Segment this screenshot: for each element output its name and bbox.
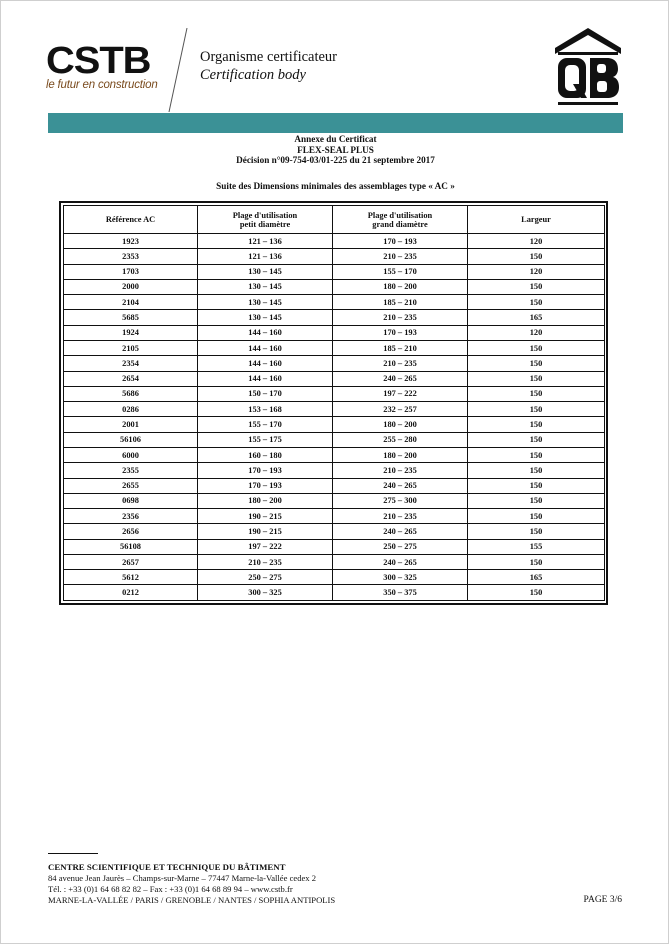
- cell-large-diameter: 275 – 300: [333, 493, 468, 508]
- cell-width: 150: [468, 585, 605, 601]
- cell-width: 165: [468, 310, 605, 325]
- cell-large-diameter: 185 – 210: [333, 295, 468, 310]
- cell-large-diameter: 250 – 275: [333, 539, 468, 554]
- page-number: PAGE 3/6: [583, 895, 622, 905]
- cell-reference: 56106: [64, 432, 198, 447]
- cell-reference: 2657: [64, 554, 198, 569]
- cell-small-diameter: 153 – 168: [198, 402, 333, 417]
- cell-reference: 2354: [64, 356, 198, 371]
- dimensions-table-frame: [59, 201, 608, 605]
- table-row: [64, 402, 605, 417]
- cell-large-diameter: 240 – 265: [333, 554, 468, 569]
- cell-width: 150: [468, 371, 605, 386]
- divider-slash: [168, 28, 188, 112]
- table-row: [64, 356, 605, 371]
- cell-small-diameter: 144 – 160: [198, 356, 333, 371]
- table-subtitle: Suite des Dimensions minimales des assemblages type « AC »: [216, 181, 455, 191]
- dimensions-table: [63, 205, 605, 601]
- table-row: [64, 585, 605, 601]
- cell-reference: 2353: [64, 249, 198, 264]
- annex-line-3: Décision n°09-754-03/01-225 du 21 septembre 2017: [236, 155, 435, 165]
- footer: [48, 862, 335, 906]
- header-large-diameter: Plage d'utilisation grand diamètre: [333, 206, 468, 234]
- cell-small-diameter: 130 – 145: [198, 264, 333, 279]
- cell-small-diameter: 180 – 200: [198, 493, 333, 508]
- cell-width: 150: [468, 279, 605, 294]
- cell-large-diameter: 255 – 280: [333, 432, 468, 447]
- cell-large-diameter: 210 – 235: [333, 249, 468, 264]
- cell-width: 150: [468, 295, 605, 310]
- cell-width: 150: [468, 509, 605, 524]
- cell-small-diameter: 144 – 160: [198, 325, 333, 340]
- cell-width: 120: [468, 264, 605, 279]
- header-width: Largeur: [468, 206, 605, 234]
- logo-text: CSTB: [46, 40, 151, 82]
- annex-line-1: Annexe du Certificat: [294, 134, 377, 144]
- cell-large-diameter: 300 – 325: [333, 570, 468, 585]
- cell-large-diameter: 210 – 235: [333, 463, 468, 478]
- cell-reference: 1923: [64, 234, 198, 249]
- cell-small-diameter: 190 – 215: [198, 509, 333, 524]
- footer-rule: [48, 853, 98, 854]
- footer-contact: Tél. : +33 (0)1 64 68 82 82 – Fax : +33 (0)1 64 68 89 94 – www.cstb.fr: [48, 884, 293, 894]
- cstb-logo: [46, 40, 158, 91]
- cell-reference: 2656: [64, 524, 198, 539]
- cell-width: 150: [468, 447, 605, 462]
- cell-small-diameter: 144 – 160: [198, 371, 333, 386]
- cell-reference: 1703: [64, 264, 198, 279]
- cell-reference: 0212: [64, 585, 198, 601]
- cell-large-diameter: 240 – 265: [333, 478, 468, 493]
- cell-large-diameter: 170 – 193: [333, 325, 468, 340]
- cell-small-diameter: 170 – 193: [198, 478, 333, 493]
- table-row: [64, 447, 605, 462]
- footer-cities: MARNE-LA-VALLÉE / PARIS / GRENOBLE / NANTES / SOPHIA ANTIPOLIS: [48, 895, 336, 905]
- cell-large-diameter: 350 – 375: [333, 585, 468, 601]
- cell-small-diameter: 155 – 175: [198, 432, 333, 447]
- cell-large-diameter: 240 – 265: [333, 524, 468, 539]
- footer-org: CENTRE SCIENTIFIQUE ET TECHNIQUE DU BÂTIMENT: [48, 862, 286, 872]
- cell-small-diameter: 155 – 170: [198, 417, 333, 432]
- cell-reference: 6000: [64, 447, 198, 462]
- cell-small-diameter: 121 – 136: [198, 234, 333, 249]
- cell-reference: 2104: [64, 295, 198, 310]
- table-row: [64, 478, 605, 493]
- cell-large-diameter: 210 – 235: [333, 509, 468, 524]
- cell-small-diameter: 144 – 160: [198, 340, 333, 355]
- cell-reference: 5686: [64, 386, 198, 401]
- cell-reference: 5685: [64, 310, 198, 325]
- header-small-diameter: Plage d'utilisation petit diamètre: [198, 206, 333, 234]
- footer-address: 84 avenue Jean Jaurès – Champs-sur-Marne – 77447 Marne-la-Vallée cedex 2: [48, 873, 317, 883]
- header-reference: Référence AC: [64, 206, 198, 234]
- table-row: [64, 493, 605, 508]
- cell-small-diameter: 121 – 136: [198, 249, 333, 264]
- table-row: [64, 279, 605, 294]
- cell-width: 150: [468, 493, 605, 508]
- cell-small-diameter: 160 – 180: [198, 447, 333, 462]
- cell-width: 120: [468, 234, 605, 249]
- cell-reference: 56108: [64, 539, 198, 554]
- cell-small-diameter: 130 – 145: [198, 295, 333, 310]
- cell-small-diameter: 170 – 193: [198, 463, 333, 478]
- cell-width: 150: [468, 524, 605, 539]
- cell-small-diameter: 130 – 145: [198, 310, 333, 325]
- cell-large-diameter: 210 – 235: [333, 310, 468, 325]
- cell-large-diameter: 180 – 200: [333, 417, 468, 432]
- cell-width: 150: [468, 417, 605, 432]
- certification-title: [200, 48, 337, 84]
- cell-width: 120: [468, 325, 605, 340]
- cell-width: 150: [468, 432, 605, 447]
- annex-line-2: FLEX-SEAL PLUS: [297, 144, 374, 155]
- cell-width: 150: [468, 356, 605, 371]
- cell-reference: 2000: [64, 279, 198, 294]
- table-row: [64, 539, 605, 554]
- cell-small-diameter: 190 – 215: [198, 524, 333, 539]
- annex-heading: [48, 134, 623, 166]
- cell-reference: 2105: [64, 340, 198, 355]
- table-row: [64, 295, 605, 310]
- cell-large-diameter: 155 – 170: [333, 264, 468, 279]
- table-row: [64, 524, 605, 539]
- cell-large-diameter: 170 – 193: [333, 234, 468, 249]
- table-row: [64, 432, 605, 447]
- cell-width: 150: [468, 554, 605, 569]
- cell-small-diameter: 197 – 222: [198, 539, 333, 554]
- table-row: [64, 386, 605, 401]
- cell-large-diameter: 240 – 265: [333, 371, 468, 386]
- table-row: [64, 249, 605, 264]
- cell-width: 150: [468, 340, 605, 355]
- cert-title-en: Certification body: [200, 67, 306, 83]
- cell-small-diameter: 210 – 235: [198, 554, 333, 569]
- qb-logo-icon: [555, 28, 621, 108]
- table-row: [64, 234, 605, 249]
- cell-large-diameter: 210 – 235: [333, 356, 468, 371]
- cell-reference: 5612: [64, 570, 198, 585]
- cell-reference: 2356: [64, 509, 198, 524]
- cell-reference: 2355: [64, 463, 198, 478]
- cell-width: 150: [468, 463, 605, 478]
- cell-reference: 0286: [64, 402, 198, 417]
- cell-large-diameter: 197 – 222: [333, 386, 468, 401]
- cell-large-diameter: 232 – 257: [333, 402, 468, 417]
- cell-small-diameter: 150 – 170: [198, 386, 333, 401]
- table-row: [64, 463, 605, 478]
- table-row: [64, 509, 605, 524]
- cell-width: 150: [468, 386, 605, 401]
- table-row: [64, 554, 605, 569]
- table-row: [64, 264, 605, 279]
- cell-reference: 2654: [64, 371, 198, 386]
- cell-reference: 0698: [64, 493, 198, 508]
- logo-tagline: le futur en construction: [46, 79, 158, 91]
- cell-reference: 2655: [64, 478, 198, 493]
- cell-small-diameter: 130 – 145: [198, 279, 333, 294]
- table-row: [64, 570, 605, 585]
- table-header-row: [64, 206, 605, 234]
- table-row: [64, 371, 605, 386]
- cell-width: 150: [468, 249, 605, 264]
- cell-large-diameter: 180 – 200: [333, 447, 468, 462]
- cell-large-diameter: 180 – 200: [333, 279, 468, 294]
- cell-small-diameter: 250 – 275: [198, 570, 333, 585]
- table-row: [64, 340, 605, 355]
- cell-width: 150: [468, 402, 605, 417]
- cert-title-fr: Organisme certificateur: [200, 49, 338, 65]
- cell-width: 150: [468, 478, 605, 493]
- table-row: [64, 417, 605, 432]
- table-row: [64, 325, 605, 340]
- header-accent-bar: [48, 113, 623, 133]
- cell-width: 165: [468, 570, 605, 585]
- table-row: [64, 310, 605, 325]
- cell-width: 155: [468, 539, 605, 554]
- cell-reference: 2001: [64, 417, 198, 432]
- cell-small-diameter: 300 – 325: [198, 585, 333, 601]
- cell-large-diameter: 185 – 210: [333, 340, 468, 355]
- cell-reference: 1924: [64, 325, 198, 340]
